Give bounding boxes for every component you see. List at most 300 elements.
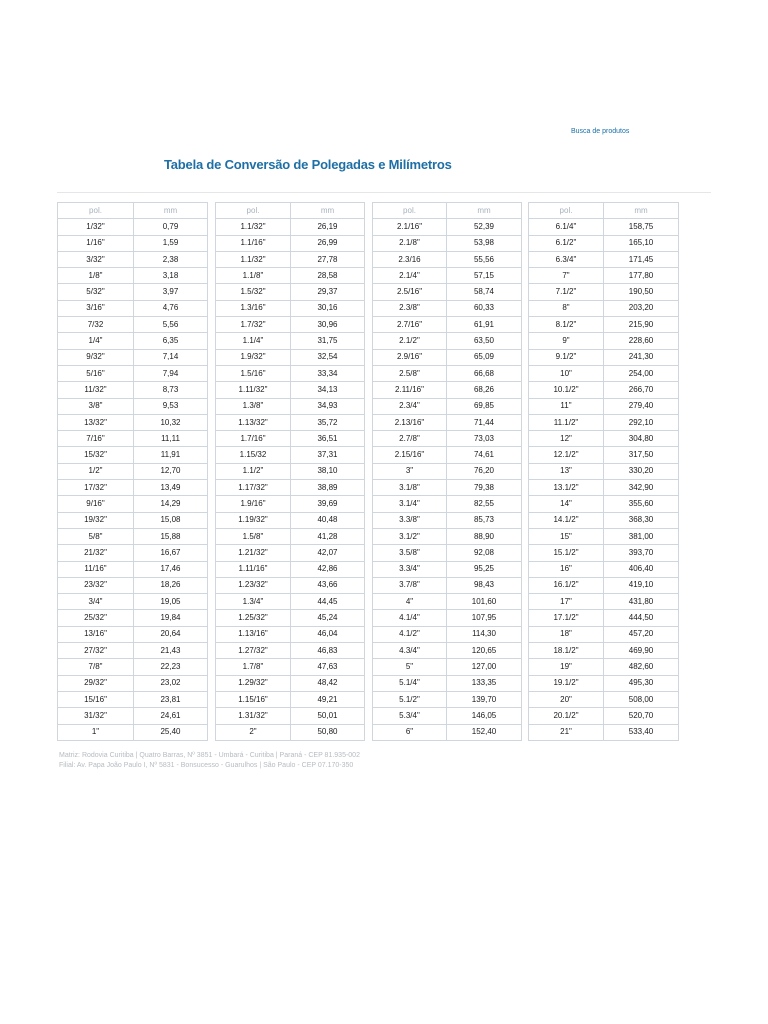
mm-cell: 431,80 <box>604 594 679 610</box>
footer <box>59 751 360 771</box>
table-row <box>216 219 365 235</box>
pol-cell: 7/32 <box>58 317 134 333</box>
table-row <box>529 708 679 724</box>
mm-cell: 95,25 <box>447 561 522 577</box>
table-row <box>373 724 522 740</box>
mm-cell: 9,53 <box>134 398 208 414</box>
mm-cell: 29,37 <box>291 284 365 300</box>
pol-cell: 21/32" <box>58 545 134 561</box>
pol-cell: 1.7/8" <box>216 659 291 675</box>
mm-cell: 292,10 <box>604 414 679 430</box>
mm-cell: 55,56 <box>447 251 522 267</box>
pol-cell: 1/32" <box>58 219 134 235</box>
mm-cell: 88,90 <box>447 528 522 544</box>
conversion-table-2 <box>215 202 365 741</box>
pol-cell: 1.1/32" <box>216 251 291 267</box>
pol-cell: 1.13/16" <box>216 626 291 642</box>
table-row <box>373 414 522 430</box>
mm-cell: 47,63 <box>291 659 365 675</box>
mm-cell: 4,76 <box>134 300 208 316</box>
table-row <box>529 317 679 333</box>
table-row <box>58 577 208 593</box>
pol-cell: 1.25/32" <box>216 610 291 626</box>
pol-cell: 2" <box>216 724 291 740</box>
mm-cell: 17,46 <box>134 561 208 577</box>
search-products-link[interactable]: Busca de produtos <box>571 128 630 135</box>
mm-cell: 74,61 <box>447 447 522 463</box>
pol-cell: 29/32" <box>58 675 134 691</box>
mm-cell: 177,80 <box>604 268 679 284</box>
pol-cell: 6" <box>373 724 447 740</box>
pol-cell: 1.17/32" <box>216 480 291 496</box>
table-row <box>529 724 679 740</box>
conversion-table-4 <box>528 202 679 741</box>
pol-cell: 3/16" <box>58 300 134 316</box>
pol-cell: 1.11/16" <box>216 561 291 577</box>
pol-cell: 3.1/8" <box>373 480 447 496</box>
mm-cell: 152,40 <box>447 724 522 740</box>
table-row <box>58 300 208 316</box>
mm-cell: 38,10 <box>291 463 365 479</box>
table-row <box>529 349 679 365</box>
mm-cell: 419,10 <box>604 577 679 593</box>
table-row <box>216 382 365 398</box>
mm-cell: 6,35 <box>134 333 208 349</box>
table-row <box>529 365 679 381</box>
table-row <box>373 708 522 724</box>
pol-cell: 5/16" <box>58 365 134 381</box>
mm-cell: 120,65 <box>447 643 522 659</box>
table-row <box>216 268 365 284</box>
table-row <box>216 398 365 414</box>
header-pol: pol. <box>529 203 604 219</box>
pol-cell: 14.1/2" <box>529 512 604 528</box>
pol-cell: 3/32" <box>58 251 134 267</box>
table-row <box>58 431 208 447</box>
table-row <box>373 284 522 300</box>
mm-cell: 190,50 <box>604 284 679 300</box>
mm-cell: 27,78 <box>291 251 365 267</box>
mm-cell: 42,07 <box>291 545 365 561</box>
pol-cell: 1.23/32" <box>216 577 291 593</box>
pol-cell: 19" <box>529 659 604 675</box>
table-row <box>373 463 522 479</box>
table-row <box>529 333 679 349</box>
table-row <box>58 708 208 724</box>
mm-cell: 381,00 <box>604 528 679 544</box>
pol-cell: 1.11/32" <box>216 382 291 398</box>
pol-cell: 2.1/16" <box>373 219 447 235</box>
mm-cell: 393,70 <box>604 545 679 561</box>
pol-cell: 2.15/16" <box>373 447 447 463</box>
mm-cell: 279,40 <box>604 398 679 414</box>
mm-cell: 92,08 <box>447 545 522 561</box>
pol-cell: 7/8" <box>58 659 134 675</box>
mm-cell: 15,08 <box>134 512 208 528</box>
mm-cell: 355,60 <box>604 496 679 512</box>
mm-cell: 342,90 <box>604 480 679 496</box>
table-row <box>58 545 208 561</box>
mm-cell: 25,40 <box>134 724 208 740</box>
mm-cell: 158,75 <box>604 219 679 235</box>
table-row <box>216 659 365 675</box>
pol-cell: 1/2" <box>58 463 134 479</box>
pol-cell: 2.5/16" <box>373 284 447 300</box>
mm-cell: 42,86 <box>291 561 365 577</box>
table-row <box>529 643 679 659</box>
table-body <box>58 219 208 741</box>
pol-cell: 6.1/4" <box>529 219 604 235</box>
mm-cell: 146,05 <box>447 708 522 724</box>
table-row <box>216 333 365 349</box>
table-row <box>373 398 522 414</box>
table-row <box>373 317 522 333</box>
mm-cell: 3,97 <box>134 284 208 300</box>
table-row <box>216 610 365 626</box>
mm-cell: 39,69 <box>291 496 365 512</box>
pol-cell: 5" <box>373 659 447 675</box>
mm-cell: 1,59 <box>134 235 208 251</box>
mm-cell: 107,95 <box>447 610 522 626</box>
table-row <box>529 496 679 512</box>
mm-cell: 7,94 <box>134 365 208 381</box>
mm-cell: 13,49 <box>134 480 208 496</box>
table-row <box>529 659 679 675</box>
mm-cell: 50,80 <box>291 724 365 740</box>
header-mm: mm <box>134 203 208 219</box>
mm-cell: 14,29 <box>134 496 208 512</box>
mm-cell: 444,50 <box>604 610 679 626</box>
pol-cell: 1.31/32" <box>216 708 291 724</box>
table-row <box>58 382 208 398</box>
pol-cell: 1.21/32" <box>216 545 291 561</box>
table-row <box>529 512 679 528</box>
table-row <box>529 626 679 642</box>
mm-cell: 101,60 <box>447 594 522 610</box>
pol-cell: 1.5/16" <box>216 365 291 381</box>
table-row <box>529 545 679 561</box>
table-row <box>58 284 208 300</box>
mm-cell: 60,33 <box>447 300 522 316</box>
pol-cell: 2.1/8" <box>373 235 447 251</box>
pol-cell: 12.1/2" <box>529 447 604 463</box>
pol-cell: 7.1/2" <box>529 284 604 300</box>
pol-cell: 10" <box>529 365 604 381</box>
header-pol: pol. <box>58 203 134 219</box>
mm-cell: 133,35 <box>447 675 522 691</box>
pol-cell: 1.1/4" <box>216 333 291 349</box>
footer-address-matriz: Matriz: Rodovia Curitiba | Quatro Barras, Nº 3851 - Umbará - Curitiba | Paraná - CEP 81.935-002 <box>59 752 360 759</box>
pol-cell: 3.1/4" <box>373 496 447 512</box>
table-row <box>373 626 522 642</box>
mm-cell: 19,84 <box>134 610 208 626</box>
table-row <box>373 447 522 463</box>
mm-cell: 469,90 <box>604 643 679 659</box>
mm-cell: 79,38 <box>447 480 522 496</box>
mm-cell: 33,34 <box>291 365 365 381</box>
pol-cell: 7/16" <box>58 431 134 447</box>
table-row <box>216 365 365 381</box>
table-row <box>216 463 365 479</box>
pol-cell: 1" <box>58 724 134 740</box>
table-row <box>216 724 365 740</box>
pol-cell: 2.9/16" <box>373 349 447 365</box>
pol-cell: 14" <box>529 496 604 512</box>
mm-cell: 16,67 <box>134 545 208 561</box>
table-row <box>58 447 208 463</box>
pol-cell: 1.3/8" <box>216 398 291 414</box>
pol-cell: 8.1/2" <box>529 317 604 333</box>
mm-cell: 57,15 <box>447 268 522 284</box>
pol-cell: 15/32" <box>58 447 134 463</box>
table-row <box>58 561 208 577</box>
table-row <box>58 349 208 365</box>
table-header-row <box>58 203 208 219</box>
pol-cell: 2.3/16 <box>373 251 447 267</box>
table-row <box>529 577 679 593</box>
mm-cell: 52,39 <box>447 219 522 235</box>
table-header-row <box>373 203 522 219</box>
table-row <box>373 675 522 691</box>
table-row <box>216 528 365 544</box>
mm-cell: 68,26 <box>447 382 522 398</box>
mm-cell: 0,79 <box>134 219 208 235</box>
pol-cell: 2.1/2" <box>373 333 447 349</box>
pol-cell: 1.7/32" <box>216 317 291 333</box>
table-row <box>216 251 365 267</box>
table-row <box>58 251 208 267</box>
pol-cell: 18" <box>529 626 604 642</box>
mm-cell: 406,40 <box>604 561 679 577</box>
mm-cell: 304,80 <box>604 431 679 447</box>
table-row <box>58 626 208 642</box>
mm-cell: 28,58 <box>291 268 365 284</box>
pol-cell: 31/32" <box>58 708 134 724</box>
table-row <box>216 691 365 707</box>
pol-cell: 1.15/32 <box>216 447 291 463</box>
pol-cell: 1.3/4" <box>216 594 291 610</box>
pol-cell: 11/16" <box>58 561 134 577</box>
table-row <box>58 691 208 707</box>
mm-cell: 18,26 <box>134 577 208 593</box>
table-row <box>373 235 522 251</box>
mm-cell: 32,54 <box>291 349 365 365</box>
mm-cell: 20,64 <box>134 626 208 642</box>
table-row <box>529 691 679 707</box>
pol-cell: 21" <box>529 724 604 740</box>
table-row <box>373 300 522 316</box>
table-row <box>58 333 208 349</box>
table-row <box>216 561 365 577</box>
pol-cell: 2.11/16" <box>373 382 447 398</box>
pol-cell: 1.29/32" <box>216 675 291 691</box>
table-row <box>529 251 679 267</box>
table-row <box>216 447 365 463</box>
mm-cell: 36,51 <box>291 431 365 447</box>
table-row <box>58 675 208 691</box>
table-row <box>373 643 522 659</box>
pol-cell: 20.1/2" <box>529 708 604 724</box>
pol-cell: 5.3/4" <box>373 708 447 724</box>
table-row <box>373 382 522 398</box>
table-row <box>216 431 365 447</box>
table-header-row <box>529 203 679 219</box>
pol-cell: 9.1/2" <box>529 349 604 365</box>
table-row <box>529 414 679 430</box>
pol-cell: 2.7/16" <box>373 317 447 333</box>
mm-cell: 26,19 <box>291 219 365 235</box>
mm-cell: 10,32 <box>134 414 208 430</box>
table-row <box>216 512 365 528</box>
table-row <box>58 317 208 333</box>
header-mm: mm <box>604 203 679 219</box>
pol-cell: 3" <box>373 463 447 479</box>
pol-cell: 1.15/16" <box>216 691 291 707</box>
mm-cell: 241,30 <box>604 349 679 365</box>
table-row <box>373 691 522 707</box>
header-mm: mm <box>447 203 522 219</box>
pol-cell: 10.1/2" <box>529 382 604 398</box>
conversion-table-3 <box>372 202 522 741</box>
pol-cell: 1.3/16" <box>216 300 291 316</box>
table-row <box>373 512 522 528</box>
mm-cell: 139,70 <box>447 691 522 707</box>
table-row <box>529 219 679 235</box>
page-title: Tabela de Conversão de Polegadas e Milímetros <box>164 157 452 172</box>
mm-cell: 58,74 <box>447 284 522 300</box>
pol-cell: 5.1/4" <box>373 675 447 691</box>
table-row <box>58 724 208 740</box>
pol-cell: 1.5/8" <box>216 528 291 544</box>
table-row <box>529 675 679 691</box>
mm-cell: 37,31 <box>291 447 365 463</box>
pol-cell: 12" <box>529 431 604 447</box>
table-row <box>529 284 679 300</box>
table-row <box>58 235 208 251</box>
mm-cell: 228,60 <box>604 333 679 349</box>
mm-cell: 23,02 <box>134 675 208 691</box>
pol-cell: 4.3/4" <box>373 643 447 659</box>
mm-cell: 44,45 <box>291 594 365 610</box>
table-row <box>216 643 365 659</box>
pol-cell: 1.7/16" <box>216 431 291 447</box>
pol-cell: 16" <box>529 561 604 577</box>
mm-cell: 45,24 <box>291 610 365 626</box>
mm-cell: 48,42 <box>291 675 365 691</box>
table-row <box>373 480 522 496</box>
mm-cell: 30,96 <box>291 317 365 333</box>
pol-cell: 17.1/2" <box>529 610 604 626</box>
pol-cell: 11.1/2" <box>529 414 604 430</box>
mm-cell: 53,98 <box>447 235 522 251</box>
pol-cell: 5.1/2" <box>373 691 447 707</box>
header-pol: pol. <box>373 203 447 219</box>
table-row <box>216 545 365 561</box>
table-body <box>373 219 522 741</box>
table-row <box>58 398 208 414</box>
mm-cell: 76,20 <box>447 463 522 479</box>
pol-cell: 1.9/32" <box>216 349 291 365</box>
pol-cell: 1.19/32" <box>216 512 291 528</box>
pol-cell: 4.1/2" <box>373 626 447 642</box>
table-row <box>58 463 208 479</box>
mm-cell: 50,01 <box>291 708 365 724</box>
mm-cell: 215,90 <box>604 317 679 333</box>
pol-cell: 1.9/16" <box>216 496 291 512</box>
mm-cell: 12,70 <box>134 463 208 479</box>
pol-cell: 1/16" <box>58 235 134 251</box>
pol-cell: 13.1/2" <box>529 480 604 496</box>
pol-cell: 7" <box>529 268 604 284</box>
table-row <box>373 594 522 610</box>
table-row <box>58 659 208 675</box>
table-row <box>216 317 365 333</box>
mm-cell: 254,00 <box>604 365 679 381</box>
pol-cell: 23/32" <box>58 577 134 593</box>
pol-cell: 2.1/4" <box>373 268 447 284</box>
table-row <box>373 251 522 267</box>
table-row <box>216 708 365 724</box>
mm-cell: 266,70 <box>604 382 679 398</box>
mm-cell: 82,55 <box>447 496 522 512</box>
table-row <box>58 219 208 235</box>
mm-cell: 15,88 <box>134 528 208 544</box>
pol-cell: 9" <box>529 333 604 349</box>
table-row <box>373 577 522 593</box>
table-row <box>58 268 208 284</box>
mm-cell: 73,03 <box>447 431 522 447</box>
table-body <box>216 219 365 741</box>
table-row <box>216 349 365 365</box>
mm-cell: 5,56 <box>134 317 208 333</box>
mm-cell: 35,72 <box>291 414 365 430</box>
pol-cell: 1/8" <box>58 268 134 284</box>
pol-cell: 20" <box>529 691 604 707</box>
table-row <box>529 594 679 610</box>
mm-cell: 26,99 <box>291 235 365 251</box>
pol-cell: 6.3/4" <box>529 251 604 267</box>
pol-cell: 8" <box>529 300 604 316</box>
pol-cell: 13/16" <box>58 626 134 642</box>
table-row <box>373 268 522 284</box>
table-row <box>373 496 522 512</box>
pol-cell: 6.1/2" <box>529 235 604 251</box>
mm-cell: 30,16 <box>291 300 365 316</box>
mm-cell: 3,18 <box>134 268 208 284</box>
pol-cell: 15.1/2" <box>529 545 604 561</box>
pol-cell: 1.13/32" <box>216 414 291 430</box>
table-row <box>373 545 522 561</box>
mm-cell: 127,00 <box>447 659 522 675</box>
mm-cell: 317,50 <box>604 447 679 463</box>
table-row <box>216 594 365 610</box>
table-row <box>216 577 365 593</box>
mm-cell: 19,05 <box>134 594 208 610</box>
table-row <box>373 349 522 365</box>
mm-cell: 46,04 <box>291 626 365 642</box>
table-row <box>373 610 522 626</box>
table-row <box>373 528 522 544</box>
table-row <box>58 643 208 659</box>
mm-cell: 520,70 <box>604 708 679 724</box>
table-row <box>529 382 679 398</box>
mm-cell: 65,09 <box>447 349 522 365</box>
table-row <box>216 496 365 512</box>
mm-cell: 34,13 <box>291 382 365 398</box>
table-row <box>58 414 208 430</box>
table-row <box>529 561 679 577</box>
pol-cell: 1.1/8" <box>216 268 291 284</box>
